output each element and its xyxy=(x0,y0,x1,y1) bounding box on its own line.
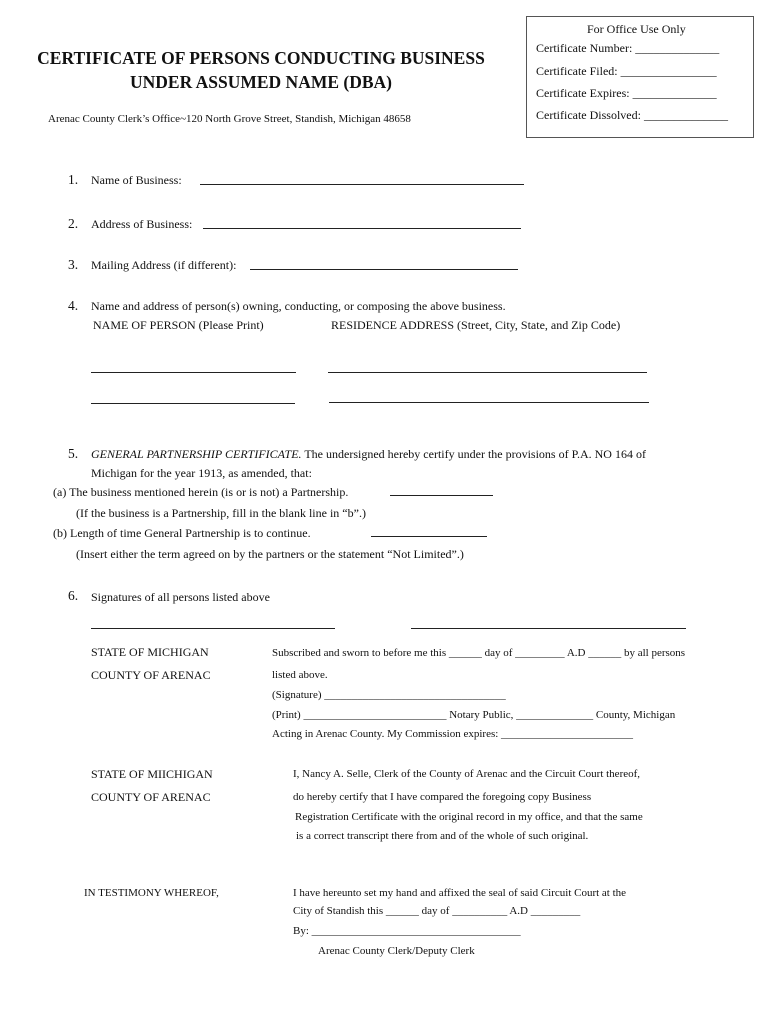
residence-address-input-2[interactable] xyxy=(329,402,649,403)
testimony-line1: I have hereunto set my hand and affixed the seal of said Circuit Court at the xyxy=(293,887,627,899)
notary-signature-field[interactable]: (Signature) _________________________________ xyxy=(272,689,506,701)
clerk-county: COUNTY OF ARENAC xyxy=(91,790,211,804)
clerk-certify-line3: Registration Certificate with the original record in my office, and that the same xyxy=(295,811,643,823)
notary-state: STATE OF MICHIGAN xyxy=(91,645,209,659)
partnership-question-b: (b) Length of time General Partnership is to continue. xyxy=(53,526,311,540)
clerk-certify-line2: do hereby certify that I have compared the foregoing copy Business xyxy=(293,791,592,803)
residence-address-column-header: RESIDENCE ADDRESS (Street, City, State, and Zip Code) xyxy=(331,318,621,332)
partnership-note-b: (Insert either the term agreed on by the partners or the statement “Not Limited”.) xyxy=(76,547,464,561)
item-number-2: 2. xyxy=(68,216,79,231)
clerk-certify-line1: I, Nancy A. Selle, Clerk of the County of Arenac and the Circuit Court thereof, xyxy=(293,768,641,780)
item-number-4: 4. xyxy=(68,298,79,313)
certificate-filed-field[interactable]: Certificate Filed: ________________ xyxy=(536,64,717,78)
item-number-3: 3. xyxy=(68,257,79,272)
clerk-state: STATE OF MIICHIGAN xyxy=(91,767,213,781)
certificate-number-field[interactable]: Certificate Number: ______________ xyxy=(536,41,720,55)
item-number-6: 6. xyxy=(68,588,79,603)
person-name-input-2[interactable] xyxy=(91,403,295,404)
mailing-address-input[interactable] xyxy=(250,269,518,270)
item-number-5: 5. xyxy=(68,446,79,461)
business-address-label: Address of Business: xyxy=(91,217,193,231)
clerk-office-address: Arenac County Clerk’s Office~120 North Grove Street, Standish, Michigan 48658 xyxy=(48,113,411,125)
item-number-1: 1. xyxy=(68,172,79,187)
person-name-input-1[interactable] xyxy=(91,372,296,373)
notary-listed-above: listed above. xyxy=(272,669,328,681)
clerk-signature-field[interactable]: By: ______________________________________ xyxy=(293,925,521,937)
signature-input-1[interactable] xyxy=(91,628,335,629)
notary-print-field[interactable]: (Print) __________________________ Notary Public, ______________ County, Michigan xyxy=(272,709,676,721)
testimony-label: IN TESTIMONY WHEREOF, xyxy=(84,887,219,899)
clerk-title: Arenac County Clerk/Deputy Clerk xyxy=(318,945,475,957)
business-name-label: Name of Business: xyxy=(91,173,182,187)
partnership-question-a: (a) The business mentioned herein (is or is not) a Partnership. xyxy=(53,485,349,499)
owners-label: Name and address of person(s) owning, conducting, or composing the above business. xyxy=(91,299,506,313)
notary-sworn-line[interactable]: Subscribed and sworn to before me this ______ day of _________ A.D ______ by all persons xyxy=(272,647,686,659)
partnership-note-a: (If the business is a Partnership, fill in the blank line in “b”.) xyxy=(76,506,366,520)
partnership-status-input[interactable] xyxy=(390,495,493,496)
partnership-statement xyxy=(91,447,646,462)
partnership-duration-input[interactable] xyxy=(371,536,487,537)
office-use-heading: For Office Use Only xyxy=(587,22,686,36)
business-name-input[interactable] xyxy=(200,184,524,185)
person-name-column-header: NAME OF PERSON (Please Print) xyxy=(93,318,264,332)
certificate-dissolved-field[interactable]: Certificate Dissolved: ______________ xyxy=(536,108,728,122)
partnership-statement-line2: Michigan for the year 1913, as amended, that: xyxy=(91,466,312,480)
page-title-line2: UNDER ASSUMED NAME (DBA) xyxy=(129,72,393,92)
certificate-expires-field[interactable]: Certificate Expires: ______________ xyxy=(536,86,717,100)
notary-commission-field[interactable]: Acting in Arenac County. My Commission expires: ________________________ xyxy=(272,728,634,740)
signatures-label: Signatures of all persons listed above xyxy=(91,590,270,604)
residence-address-input-1[interactable] xyxy=(328,372,647,373)
notary-county: COUNTY OF ARENAC xyxy=(91,668,211,682)
testimony-date-field[interactable]: City of Standish this ______ day of __________ A.D _________ xyxy=(293,905,581,917)
partnership-statement-text: The undersigned hereby certify under the provisions of P.A. NO 164 of xyxy=(301,447,646,461)
partnership-heading: GENERAL PARTNERSHIP CERTIFICATE. xyxy=(91,447,302,461)
signature-input-2[interactable] xyxy=(411,628,686,629)
business-address-input[interactable] xyxy=(203,228,521,229)
mailing-address-label: Mailing Address (if different): xyxy=(91,258,237,272)
clerk-certify-line4: is a correct transcript there from and of the whole of such original. xyxy=(296,830,589,842)
page-title-line1: CERTIFICATE OF PERSONS CONDUCTING BUSINESS xyxy=(37,48,485,68)
